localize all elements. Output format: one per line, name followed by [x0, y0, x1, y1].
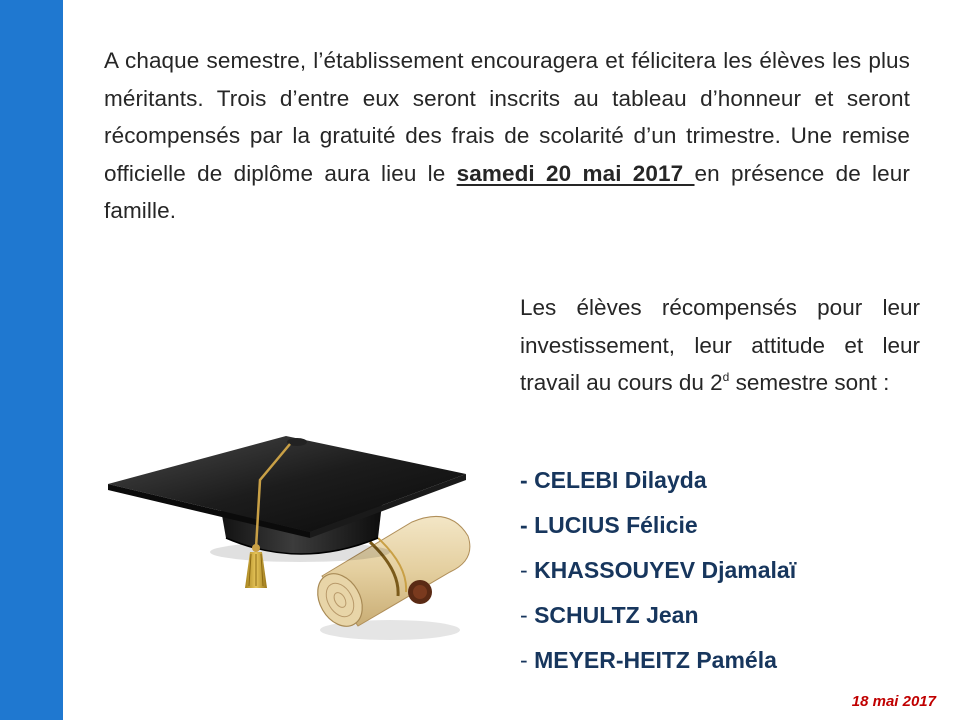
- intro-paragraph: [104, 42, 910, 230]
- student-list: [520, 458, 796, 683]
- award-intro-text: Les élèves récompensés pour leur investissement, leur attitude et leur travail au cours du 2: [520, 295, 920, 395]
- student-list-item: [520, 593, 796, 638]
- student-list-item: [520, 503, 796, 548]
- list-dash: -: [520, 512, 535, 538]
- graduation-illustration: [100, 420, 480, 660]
- ceremony-date: samedi 20 mai 2017: [456, 160, 695, 186]
- student-list-item: [520, 638, 796, 683]
- intro-text: A chaque semestre, l’établissement encouragera et félicitera les élèves les plus méritants. Trois d’entre eux seront inscrits au tableau d’honneur et seront récompensés par la gratuité des frais de scolarité d’un trimestre. Une remise officielle de diplôme aura lieu le: [104, 48, 910, 186]
- student-name: MEYER-HEITZ Paméla: [534, 647, 777, 673]
- student-list-item: [520, 548, 796, 593]
- side-bar: [0, 0, 63, 720]
- footer-date: 18 mai 2017: [851, 693, 936, 710]
- intro-text-end: en présence de leur famille.: [104, 160, 910, 223]
- student-name: KHASSOUYEV Djamalaï: [534, 557, 797, 583]
- list-dash: -: [520, 467, 535, 493]
- award-intro-paragraph: [520, 289, 920, 402]
- student-list-item: [520, 458, 796, 503]
- list-dash: -: [520, 602, 535, 628]
- list-dash: -: [520, 557, 535, 583]
- student-name: CELEBI Dilayda: [534, 467, 707, 493]
- student-name: SCHULTZ Jean: [534, 602, 699, 628]
- list-dash: -: [520, 647, 535, 673]
- ordinal-superscript: d: [722, 370, 730, 384]
- award-intro-tail: semestre sont :: [729, 370, 890, 395]
- student-name: LUCIUS Félicie: [534, 512, 698, 538]
